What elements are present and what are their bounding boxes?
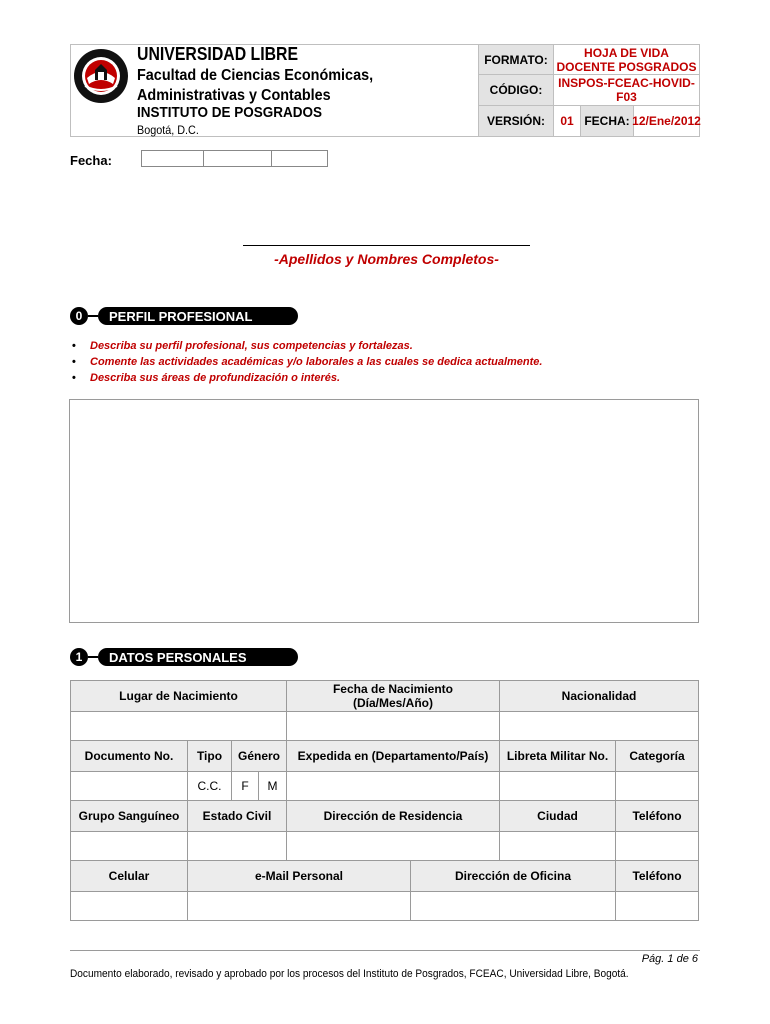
lugar-nacimiento-header: Lugar de Nacimiento (70, 680, 287, 712)
section-0-number: 0 (70, 307, 88, 325)
expedida-input[interactable] (286, 771, 500, 801)
ciudad-input[interactable] (499, 831, 616, 861)
university-name: UNIVERSIDAD LIBRE (137, 44, 299, 64)
celular-header: Celular (70, 860, 188, 892)
celular-input[interactable] (70, 891, 188, 921)
libreta-input[interactable] (499, 771, 616, 801)
direccion-oficina-input[interactable] (410, 891, 616, 921)
page-number: Pág. 1 de 6 (641, 953, 698, 965)
fecha-nacimiento-label: Fecha de Nacimiento (332, 682, 454, 696)
genero-header: Género (231, 740, 287, 772)
list-item: • Describa sus áreas de profundización o interés. (70, 370, 542, 386)
fecha-nacimiento-format: (Día/Mes/Año) (352, 696, 433, 710)
section-1-number: 1 (70, 648, 88, 666)
profile-text-area[interactable] (69, 399, 699, 623)
list-item: • Comente las actividades académicas y/o laborales a las cuales se dedica actualmente. (70, 354, 542, 370)
categoria-header: Categoría (615, 740, 699, 772)
documento-header: Documento No. (70, 740, 188, 772)
telefono-input[interactable] (615, 831, 699, 861)
city-label: Bogotá, D.C. (137, 123, 199, 137)
estado-civil-header: Estado Civil (187, 800, 287, 832)
genero-m-option[interactable]: M (258, 771, 287, 801)
list-item: • Describa su perfil profesional, sus competencias y fortalezas. (70, 338, 542, 354)
tipo-value[interactable]: C.C. (187, 771, 232, 801)
codigo-value: INSPOS-FCEAC-HOVID-F03 (553, 74, 700, 106)
telefono-oficina-header: Teléfono (615, 860, 699, 892)
section-0-connector (88, 315, 98, 317)
genero-f-option[interactable]: F (231, 771, 259, 801)
email-header: e-Mail Personal (187, 860, 411, 892)
format-meta-table (478, 44, 700, 137)
version-label: VERSIÓN: (478, 105, 554, 137)
profile-instructions (70, 338, 542, 386)
institute-name: INSTITUTO DE POSGRADOS (137, 104, 323, 121)
nacionalidad-input[interactable] (499, 711, 699, 741)
lugar-nacimiento-input[interactable] (70, 711, 287, 741)
fecha-label: FECHA: (580, 105, 634, 137)
footer-note: Documento elaborado, revisado y aprobado por los procesos del Instituto de Posgrados, FCEAC, Universidad Libre, Bogotá. (70, 968, 629, 980)
formato-label: FORMATO: (478, 44, 554, 75)
fecha-nacimiento-header (286, 680, 500, 712)
expedida-header: Expedida en (Departamento/País) (286, 740, 500, 772)
grupo-sanguineo-input[interactable] (70, 831, 188, 861)
version-value: 01 (553, 105, 581, 137)
fecha-value: 12/Ene/2012 (633, 105, 700, 137)
codigo-label: CÓDIGO: (478, 74, 554, 106)
documento-input[interactable] (70, 771, 188, 801)
ciudad-header: Ciudad (499, 800, 616, 832)
libreta-header: Libreta Militar No. (499, 740, 616, 772)
section-1-title: DATOS PERSONALES (98, 648, 298, 666)
fecha-day-box[interactable] (141, 150, 204, 167)
email-input[interactable] (187, 891, 411, 921)
formato-value: HOJA DE VIDA DOCENTE POSGRADOS (553, 44, 700, 75)
nacionalidad-header: Nacionalidad (499, 680, 699, 712)
direccion-oficina-header: Dirección de Oficina (410, 860, 616, 892)
fecha-field-label: Fecha: (70, 153, 112, 168)
direccion-residencia-header: Dirección de Residencia (286, 800, 500, 832)
university-seal-icon (73, 48, 129, 104)
fecha-month-box[interactable] (203, 150, 272, 167)
direccion-residencia-input[interactable] (286, 831, 500, 861)
fecha-nacimiento-input[interactable] (286, 711, 500, 741)
fecha-year-box[interactable] (271, 150, 328, 167)
grupo-sanguineo-header: Grupo Sanguíneo (70, 800, 188, 832)
telefono-header: Teléfono (615, 800, 699, 832)
name-signature-line[interactable] (243, 245, 530, 246)
categoria-input[interactable] (615, 771, 699, 801)
section-1-connector (88, 656, 98, 658)
estado-civil-input[interactable] (187, 831, 287, 861)
telefono-oficina-input[interactable] (615, 891, 699, 921)
name-caption: -Apellidos y Nombres Completos- (274, 251, 499, 267)
section-0-title: PERFIL PROFESIONAL (98, 307, 298, 325)
faculty-name: Facultad de Ciencias Económicas, Administrativas y Contables (137, 67, 374, 104)
footer-divider (70, 950, 700, 951)
tipo-header: Tipo (187, 740, 232, 772)
